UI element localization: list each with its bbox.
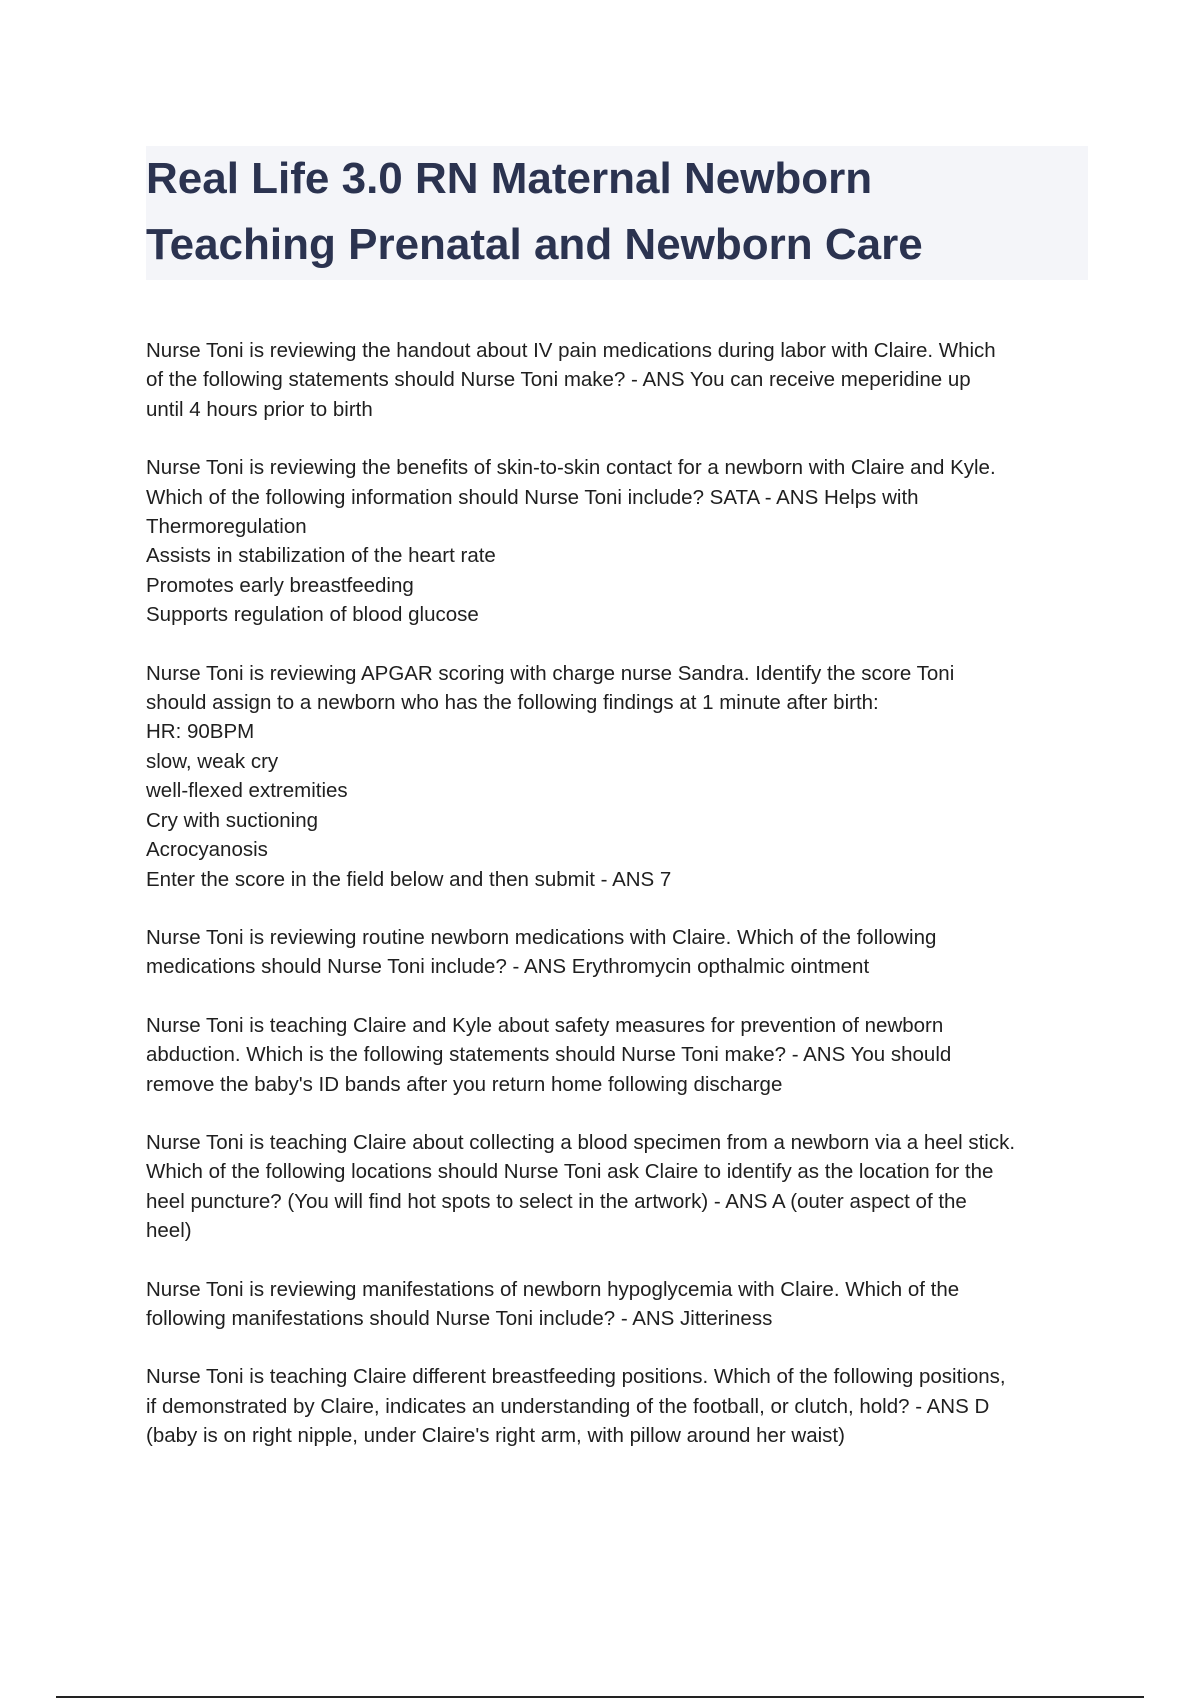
qa-item-1 [146, 336, 1096, 424]
qa-line: Nurse Toni is reviewing routine newborn medications with Claire. Which of the following [146, 925, 937, 949]
qa-line: following manifestations should Nurse Toni include? - ANS Jitteriness [146, 1306, 773, 1330]
title-line-2: Teaching Prenatal and Newborn Care [146, 220, 923, 269]
qa-line: Which of the following locations should Nurse Toni ask Claire to identify as the location for the [146, 1160, 994, 1184]
qa-line: Nurse Toni is teaching Claire and Kyle about safety measures for prevention of newborn [146, 1013, 944, 1037]
qa-item-2 [146, 453, 1096, 629]
qa-item-3 [146, 659, 1096, 894]
qa-line: heel puncture? (You will find hot spots to select in the artwork) - ANS A (outer aspect of the [146, 1189, 967, 1213]
qa-item-4 [146, 923, 1096, 982]
qa-line: Promotes early breastfeeding [146, 573, 414, 597]
qa-list [146, 336, 1096, 1480]
qa-line: abduction. Which is the following statements should Nurse Toni make? - ANS You should [146, 1043, 952, 1067]
qa-line: medications should Nurse Toni include? - ANS Erythromycin opthalmic ointment [146, 955, 870, 979]
qa-line: heel) [146, 1219, 192, 1243]
qa-line: Which of the following information should Nurse Toni include? SATA - ANS Helps with [146, 485, 919, 509]
qa-item-6 [146, 1128, 1096, 1246]
qa-line: Acrocyanosis [146, 838, 268, 862]
qa-line: remove the baby's ID bands after you return home following discharge [146, 1072, 783, 1096]
qa-item-7 [146, 1275, 1096, 1334]
qa-item-8 [146, 1362, 1096, 1450]
qa-line: Cry with suctioning [146, 808, 319, 832]
title-line-1: Real Life 3.0 RN Maternal Newborn [146, 154, 873, 203]
qa-line: Nurse Toni is teaching Claire about collecting a blood specimen from a newborn via a heel stick. [146, 1130, 1016, 1154]
qa-line: Thermoregulation [146, 515, 307, 539]
qa-line: Nurse Toni is reviewing the handout about IV pain medications during labor with Claire. Which [146, 339, 996, 362]
qa-line: well-flexed extremities [146, 779, 348, 803]
qa-line: if demonstrated by Claire, indicates an understanding of the football, or clutch, hold? - ANS D [146, 1394, 990, 1418]
qa-line: should assign to a newborn who has the following findings at 1 minute after birth: [146, 691, 879, 715]
qa-line: Nurse Toni is reviewing APGAR scoring with charge nurse Sandra. Identify the score Toni [146, 661, 955, 685]
qa-line: Assists in stabilization of the heart rate [146, 544, 496, 568]
document-title [146, 146, 1088, 280]
qa-line: until 4 hours prior to birth [146, 397, 373, 421]
qa-line: (baby is on right nipple, under Claire's right arm, with pillow around her waist) [146, 1424, 845, 1448]
qa-line: Nurse Toni is reviewing the benefits of skin-to-skin contact for a newborn with Claire and Kyle. [146, 456, 996, 480]
qa-line: of the following statements should Nurse Toni make? - ANS You can receive meperidine up [146, 368, 971, 392]
qa-item-5 [146, 1011, 1096, 1099]
qa-line: Nurse Toni is reviewing manifestations of newborn hypoglycemia with Claire. Which of the [146, 1277, 960, 1301]
qa-line: HR: 90BPM [146, 720, 255, 744]
qa-line: Enter the score in the field below and then submit - ANS 7 [146, 867, 672, 891]
page-footer-rule [56, 1696, 1144, 1698]
qa-line: Supports regulation of blood glucose [146, 603, 479, 627]
qa-line: Nurse Toni is teaching Claire different breastfeeding positions. Which of the following positions, [146, 1365, 1006, 1389]
qa-line: slow, weak cry [146, 749, 279, 773]
